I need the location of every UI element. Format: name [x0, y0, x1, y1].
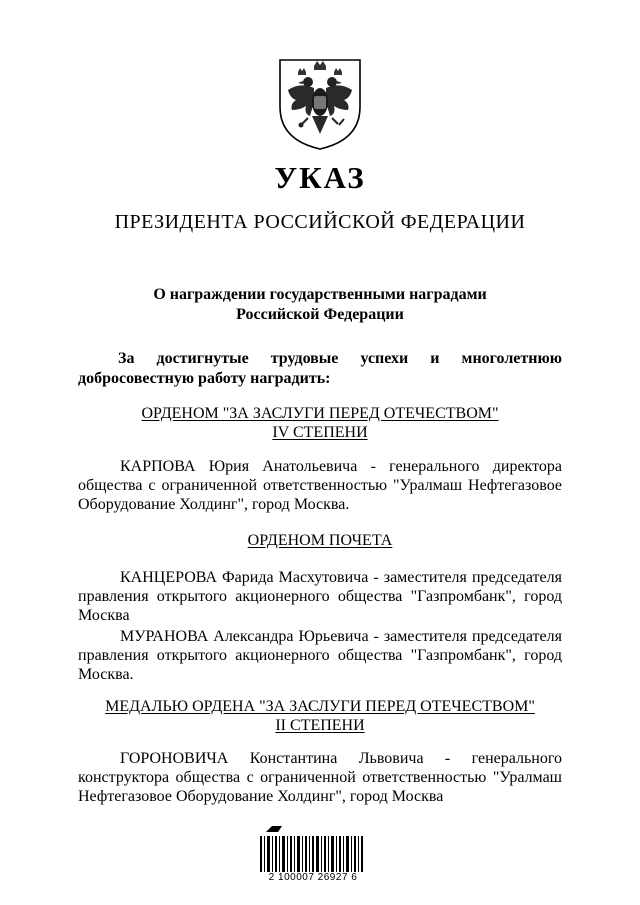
decree-intro [78, 349, 562, 389]
subject-line-2: Российской Федерации [236, 306, 404, 323]
decree-subtitle: ПРЕЗИДЕНТА РОССИЙСКОЙ ФЕДЕРАЦИИ [114, 211, 526, 233]
award-degree-line: IV СТЕПЕНИ [272, 424, 368, 441]
award-title-line: ОРДЕНОМ "ЗА ЗАСЛУГИ ПЕРЕД ОТЕЧЕСТВОМ" [141, 405, 499, 422]
barcode-number: 2 100007 26927 6 [268, 872, 358, 883]
award-heading-2 [0, 531, 640, 550]
intro-line-1 [78, 349, 562, 369]
award-title-line: МЕДАЛЬЮ ОРДЕНА "ЗА ЗАСЛУГИ ПЕРЕД ОТЕЧЕСТВОМ" [105, 698, 535, 715]
recipient-paragraph: МУРАНОВА Александра Юрьевича - заместителя председателя правления открытого акционерного общества "Газпромбанк", город Москва. [78, 628, 562, 683]
intro-word: трудовые [270, 350, 339, 367]
subject-line-1: О награждении государственными наградами [153, 286, 487, 303]
decree-title: УКАЗ [274, 160, 366, 195]
recipient-paragraph: КАРПОВА Юрия Анатольевича - генерального директора общества с ограниченной ответственностью "Уралмаш Нефтегазовое Оборудование Холдинг", город Москва. [78, 458, 562, 513]
recipient-paragraph: ГОРОНОВИЧА Константина Львовича - генерального конструктора общества с ограниченной ответственностью "Уралмаш Нефтегазовое Оборудование Холдинг", город Москва [78, 750, 562, 805]
intro-word: За [118, 350, 135, 367]
award-heading-3 [0, 697, 640, 735]
award-heading-1 [0, 404, 640, 442]
award-degree-line: II СТЕПЕНИ [275, 717, 365, 734]
intro-word: многолетнюю [461, 350, 562, 367]
award-title-line: ОРДЕНОМ ПОЧЕТА [247, 532, 393, 549]
intro-word: и [430, 350, 440, 367]
recipient-paragraph: КАНЦЕРОВА Фарида Масхутовича - заместителя председателя правления открытого акционерного общества "Газпромбанк", город Москва [78, 569, 562, 624]
intro-line-2: добросовестную работу наградить: [78, 370, 331, 387]
intro-word: достигнутые [156, 350, 249, 367]
intro-word: успехи [360, 350, 409, 367]
russian-coat-of-arms-icon [270, 52, 370, 152]
decree-subject [0, 285, 640, 325]
